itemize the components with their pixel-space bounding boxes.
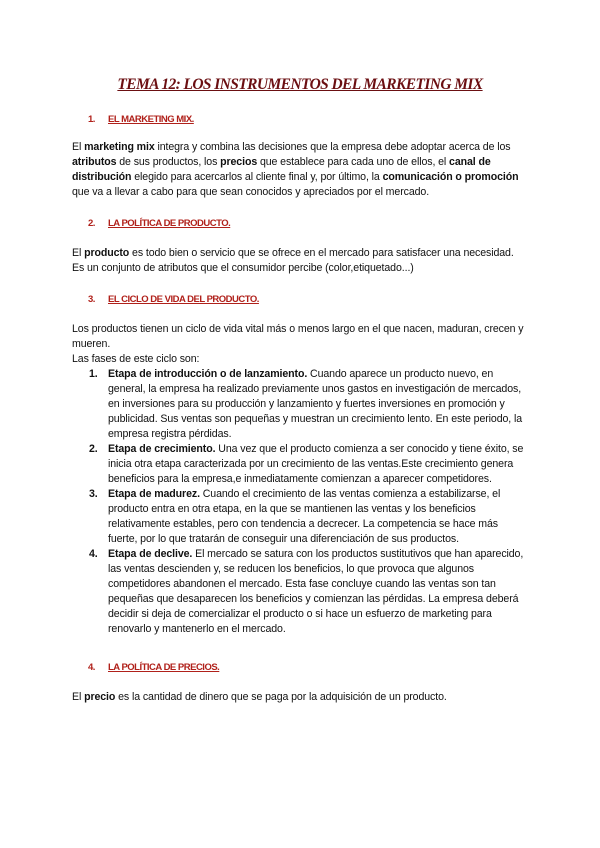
section-heading-marketing-mix (88, 114, 194, 125)
text-run: El (72, 247, 85, 259)
text-run: es la cantidad de dinero que se paga por la adquisición de un producto. (115, 691, 447, 703)
section-title: LA POLÍTICA DE PRECIOS. (108, 662, 220, 673)
list-item-number: 2. (89, 443, 98, 455)
text-run: que establece para cada uno de ellos, el (257, 156, 450, 168)
document-title: TEMA 12: LOS INSTRUMENTOS DEL MARKETING MIX (117, 76, 483, 93)
list-item-number: 1. (89, 368, 98, 380)
bold-term: producto (84, 247, 130, 259)
text-run: El (72, 141, 85, 153)
bold-term: precios (220, 156, 258, 168)
phases-list (72, 367, 524, 637)
text-run: es todo bien o servicio que se ofrece en el mercado para satisfacer una necesidad. Es un conjunto de atributos que el consumidor percibe (color,etiquetado...) (72, 247, 514, 274)
section-heading-ciclo-vida (88, 294, 259, 305)
ciclo-intro-text: Los productos tienen un ciclo de vida vital más o menos largo en el que nacen, maduran, crecen y mueren. (72, 323, 524, 350)
text-run: de sus productos, los (116, 156, 221, 168)
section-number: 3. (88, 294, 95, 305)
list-item (72, 442, 524, 487)
phase-text: Una vez que el producto comienza a ser conocido y tiene éxito, se inicia otra etapa caracterizada por un crecimiento de las ventas.Este crecimiento genera beneficios para la empresa,e inmediatamente comienzan a aparecer competidores. (108, 443, 524, 485)
bold-term: atributos (72, 156, 117, 168)
phase-name: Etapa de declive. (108, 548, 193, 560)
section-number: 2. (88, 218, 95, 229)
phase-text: Cuando aparece un producto nuevo, en general, la empresa ha realizado previamente unos gastos en investigación de mercados, en inversiones para su producción y lanzamiento y fuertes inversiones en promoción y publicidad. Sus ventas son pequeñas y muestran un crecimiento lento. En este periodo, la empresa registra pérdidas. (108, 368, 523, 440)
list-item-number: 4. (89, 548, 98, 560)
bold-term: marketing mix (84, 141, 155, 153)
list-item-number: 3. (89, 488, 98, 500)
bold-term: comunicación o promoción (382, 171, 519, 183)
text-run: que va a llevar a cabo para que sean conocidos y apreciados por el mercado. (72, 186, 430, 198)
section-number: 1. (88, 114, 95, 125)
phase-name: Etapa de introducción o de lanzamiento. (108, 368, 308, 380)
phases-intro-text: Las fases de este ciclo son: (72, 353, 200, 365)
paragraph-precio (72, 690, 524, 705)
paragraph-producto (72, 246, 524, 276)
paragraph-marketing-mix (72, 140, 524, 200)
phase-text: El mercado se satura con los productos sustitutivos que han aparecido, las ventas descienden y, se reducen los beneficios, lo que provoca que algunos competidores abandonen el mercado. Esta fase concluye cuando las ventas son tan pequeñas que desaparecen los beneficios y comienzan las pérdidas. La empresa deberá decidir si deja de comercializar el producto o si hace un esfuerzo de marketing para renovarlo y mantenerlo en el mercado. (108, 548, 524, 635)
list-item (72, 487, 524, 547)
section-title: EL MARKETING MIX. (108, 114, 194, 125)
paragraph-ciclo-intro (72, 322, 524, 367)
list-item (72, 547, 524, 637)
section-title: EL CICLO DE VIDA DEL PRODUCTO. (108, 294, 259, 305)
text-run: El (72, 691, 85, 703)
text-run: elegido para acercarlos al cliente final y, por último, la (131, 171, 383, 183)
section-title: LA POLÍTICA DE PRODUCTO. (108, 218, 231, 229)
bold-term: precio (84, 691, 116, 703)
phase-text: Cuando el crecimiento de las ventas comienza a estabilizarse, el producto entra en otra etapa, en la que se mantienen las ventas y los beneficios relativamente estables, pero con tendencia a decrecer. La competencia se hace más fuerte, por lo que tratarán de conseguir una diferenciación de sus productos. (108, 488, 501, 545)
section-heading-politica-producto (88, 218, 230, 229)
text-run: integra y combina las decisiones que la empresa debe adoptar acerca de los (154, 141, 511, 153)
bold-term: canal de distribución (72, 156, 491, 183)
section-number: 4. (88, 662, 95, 673)
phase-name: Etapa de crecimiento. (108, 443, 216, 455)
phase-name: Etapa de madurez. (108, 488, 200, 500)
list-item (72, 367, 524, 442)
section-heading-politica-precios (88, 662, 219, 673)
